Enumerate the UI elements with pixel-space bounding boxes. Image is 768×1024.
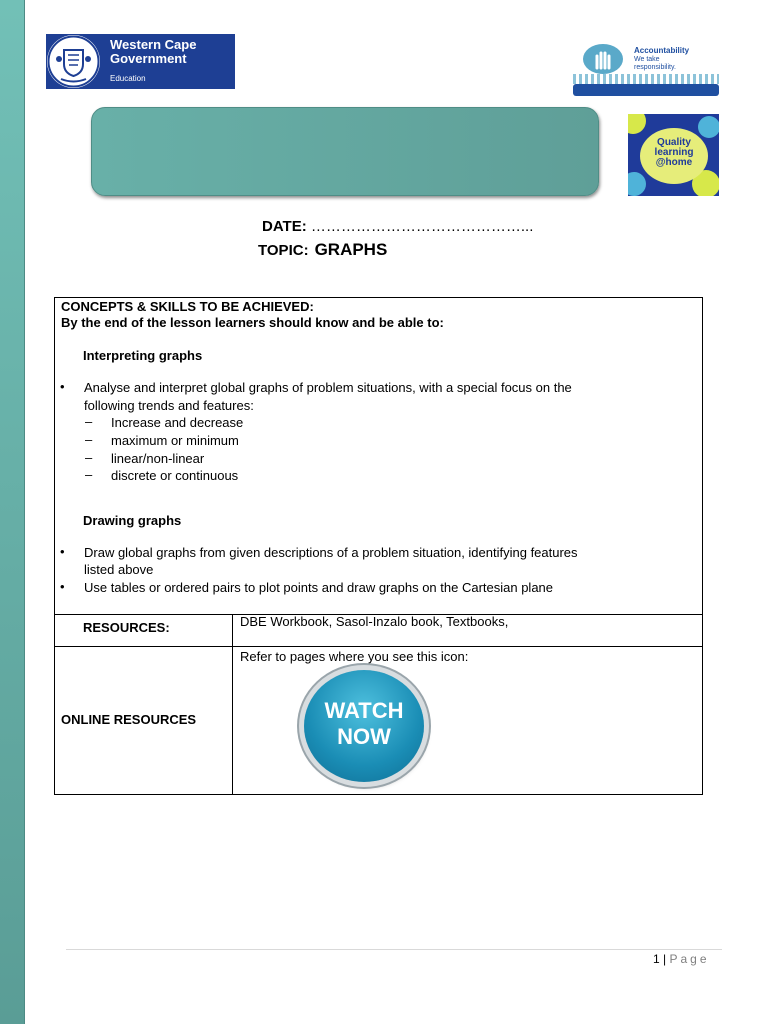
date-label: DATE: — [262, 218, 307, 235]
online-resources-label: ONLINE RESOURCES — [61, 712, 197, 727]
decorative-dots — [573, 74, 719, 84]
quality-learning-text: Quality learning @home — [654, 137, 694, 168]
feature-item: maximum or minimum — [111, 433, 239, 448]
page-separator: | — [663, 952, 667, 966]
concepts-intro: By the end of the lesson learners should know and be able to: — [61, 315, 444, 330]
page-number-value: 1 — [653, 952, 660, 966]
coat-of-arms-icon — [47, 35, 100, 88]
feature-item: Increase and decrease — [111, 415, 244, 430]
topic-label: TOPIC: — [258, 242, 309, 259]
lesson-overview-table — [54, 297, 703, 795]
drawing-bullet1-line1: Draw global graphs from given descriptions of a problem situation, identifying features — [84, 545, 578, 560]
drawing-graphs-heading: Drawing graphs — [83, 513, 182, 528]
drawing-bullet2: Use tables or ordered pairs to plot points and draw graphs on the Cartesian plane — [84, 580, 554, 595]
accountability-footer-bar — [573, 84, 719, 96]
accountability-title: Accountability — [634, 46, 690, 55]
date-line — [262, 218, 533, 235]
watch-now-line2: NOW — [337, 724, 391, 749]
bullet-icon: • — [60, 579, 65, 594]
interpreting-bullet-line2: following trends and features: — [84, 398, 254, 413]
interpreting-bullet-line1: Analyse and interpret global graphs of problem situations, with a special focus on the — [84, 380, 572, 395]
bullet-icon: • — [60, 544, 65, 559]
feature-item: linear/non-linear — [111, 451, 205, 466]
watch-now-button[interactable] — [304, 670, 424, 782]
dash-icon: – — [85, 467, 93, 482]
interpreting-graphs-heading: Interpreting graphs — [83, 348, 203, 363]
dash-icon: – — [85, 414, 93, 429]
date-blank[interactable]: ……………………………………... — [310, 218, 534, 235]
accountability-subtitle: We take responsibility. — [634, 56, 676, 71]
accountability-logo — [573, 40, 719, 98]
topic-line — [258, 240, 387, 260]
row-divider — [55, 646, 702, 647]
dash-icon: – — [85, 450, 93, 465]
feature-item: discrete or continuous — [111, 468, 239, 483]
resources-label: RESOURCES: — [83, 620, 170, 635]
title-banner — [91, 107, 599, 196]
column-divider — [232, 614, 233, 794]
wcg-logo-department: Education — [110, 74, 146, 83]
page-label: Page — [669, 952, 710, 966]
topic-value: GRAPHS — [314, 240, 388, 259]
resources-value: DBE Workbook, Sasol-Inzalo book, Textbooks, — [240, 614, 509, 629]
dash-icon: – — [85, 432, 93, 447]
drawing-bullet1-line2: listed above — [84, 562, 154, 577]
raised-hand-icon — [583, 44, 623, 74]
wcg-logo-line1: Western Cape — [110, 37, 197, 52]
online-resources-note: Refer to pages where you see this icon: — [240, 649, 469, 664]
bullet-icon: • — [60, 379, 65, 394]
quality-learning-at-home-logo — [628, 114, 719, 196]
wcg-logo-line2: Government — [110, 51, 187, 66]
concepts-heading: CONCEPTS & SKILLS TO BE ACHIEVED: — [61, 299, 314, 314]
western-cape-government-logo — [46, 34, 235, 89]
page-number — [653, 952, 710, 966]
footer-rule — [66, 949, 722, 950]
side-color-bar — [0, 0, 25, 1024]
watch-now-line1: WATCH — [324, 698, 404, 723]
